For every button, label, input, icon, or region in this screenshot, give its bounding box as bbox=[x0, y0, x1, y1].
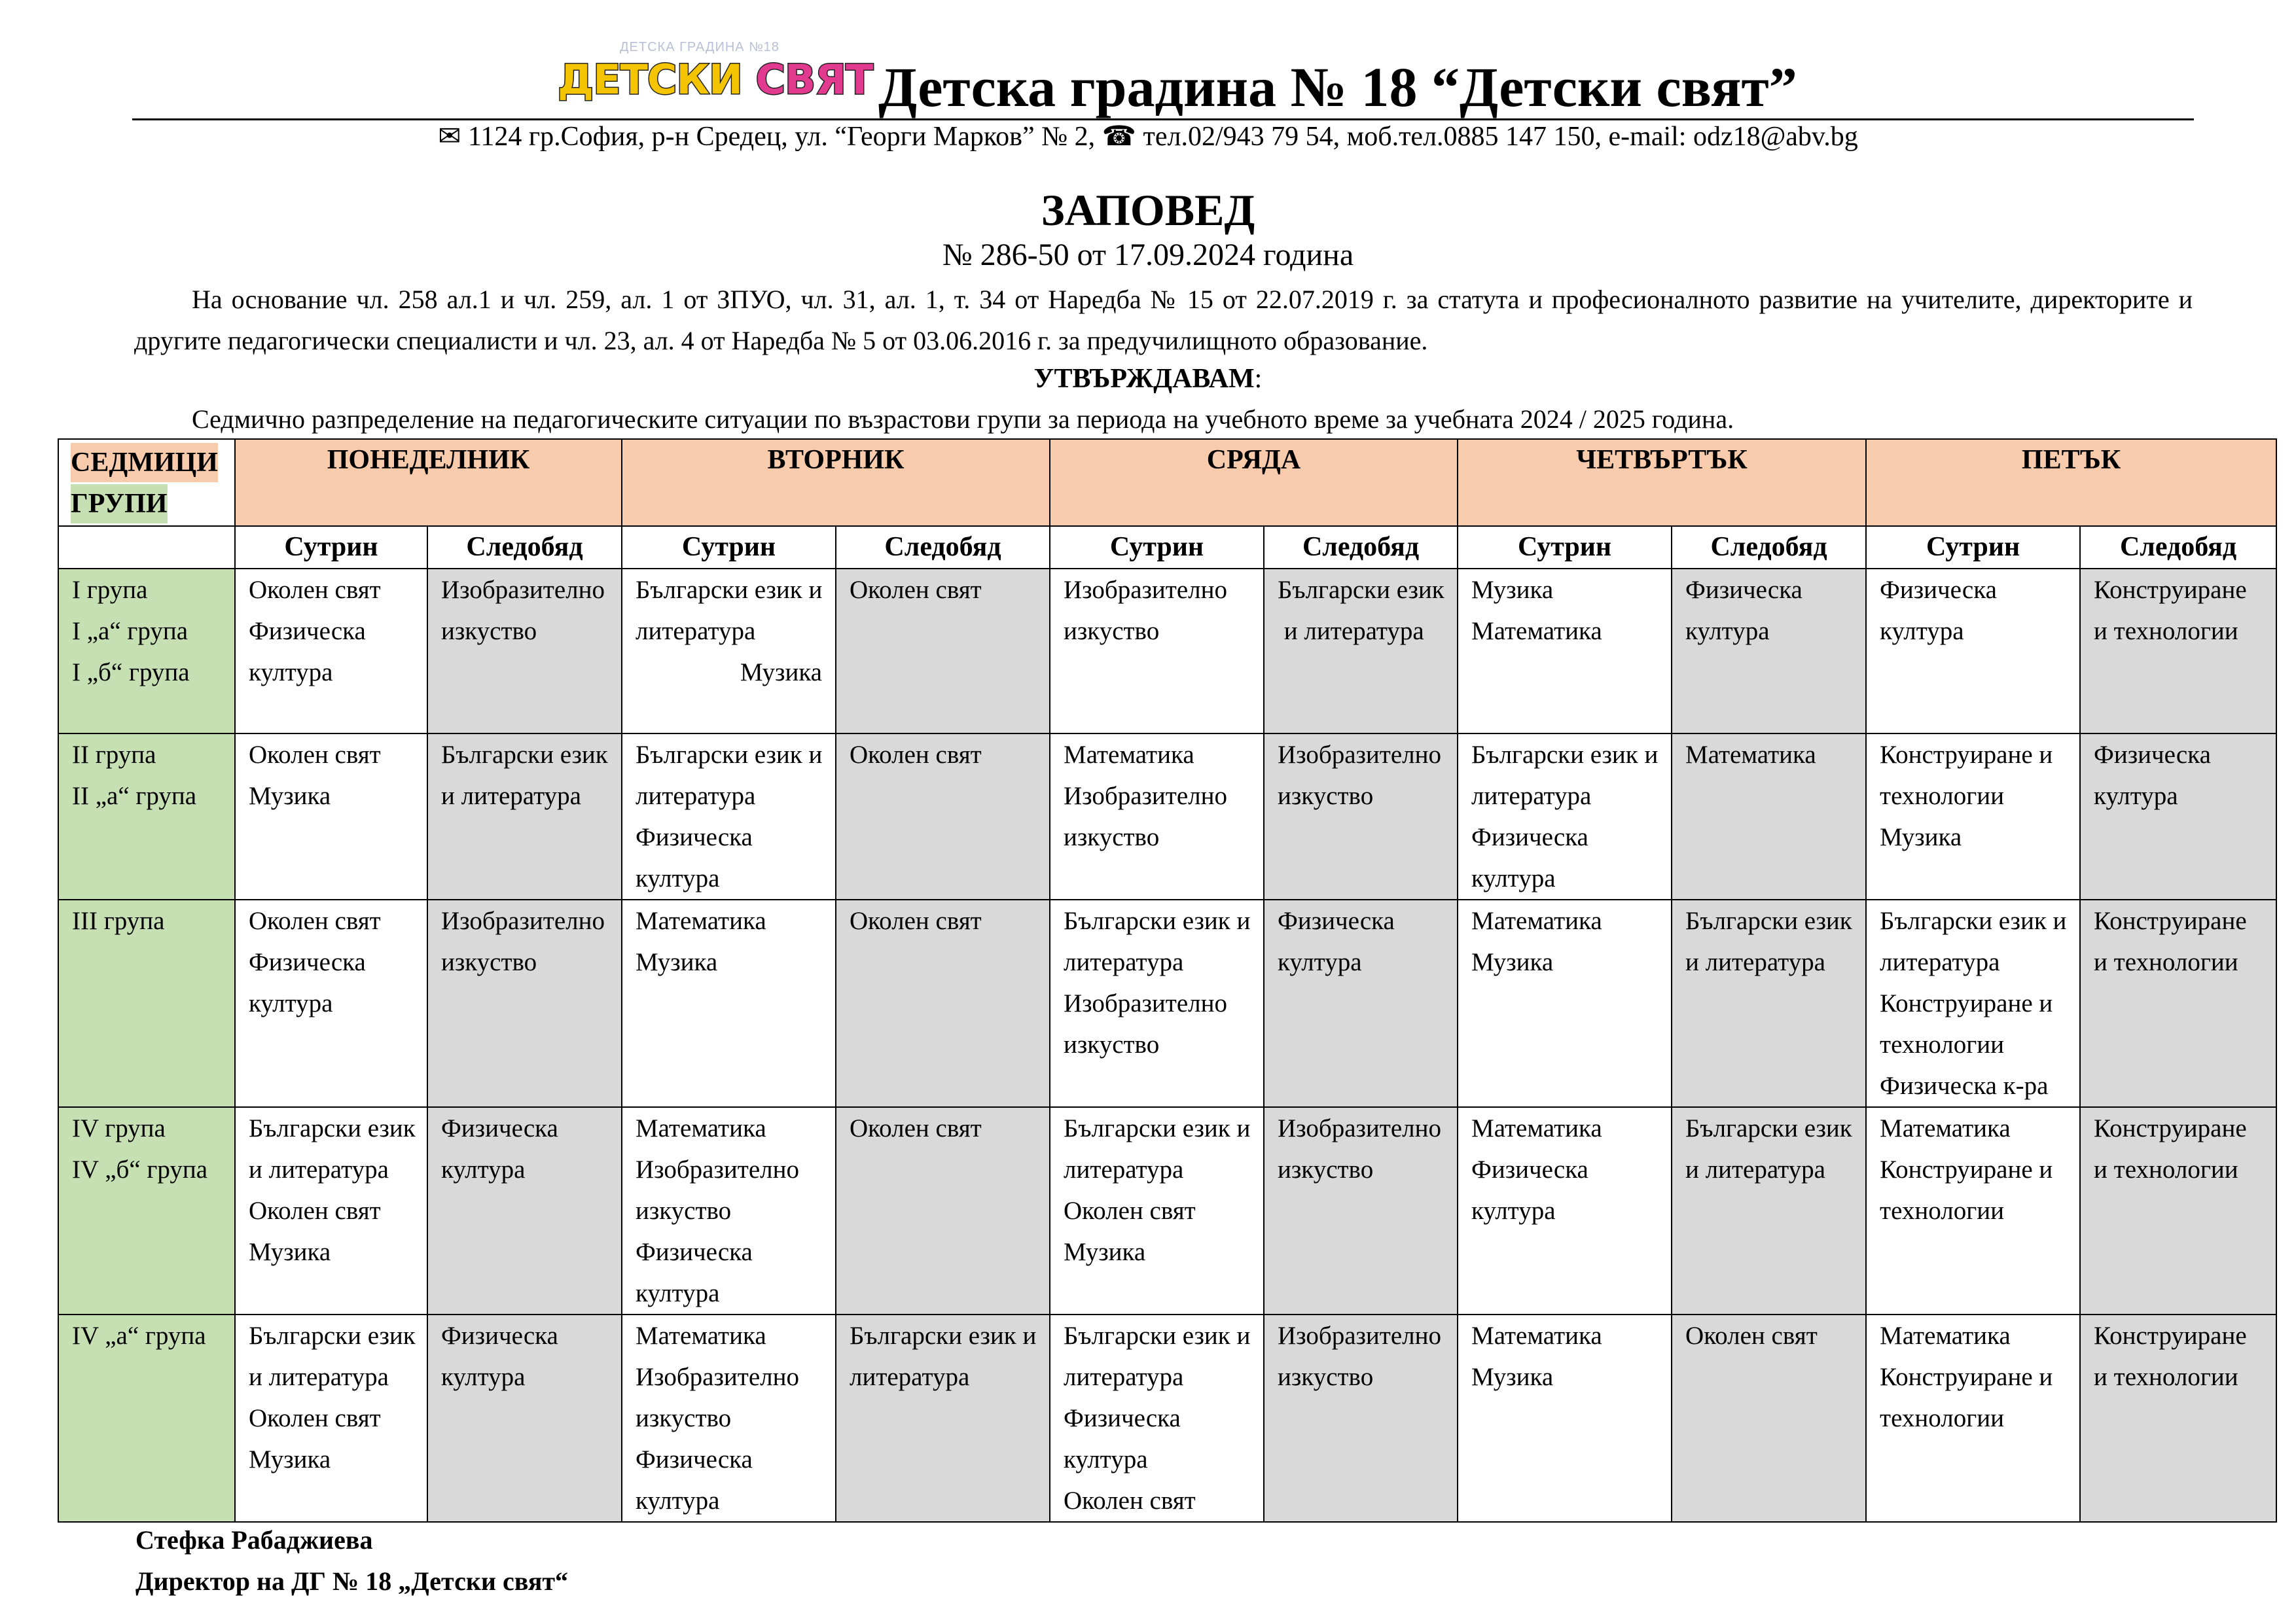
activity: Околен свят bbox=[249, 576, 381, 604]
activity: Музика bbox=[1880, 823, 1962, 851]
activity-cell bbox=[235, 733, 427, 900]
group-label: I „б“ група bbox=[72, 658, 190, 686]
activity-cell bbox=[622, 1107, 836, 1315]
activity-cell bbox=[1672, 1107, 1866, 1315]
activity-cell bbox=[622, 733, 836, 900]
activity: Музика bbox=[1064, 1238, 1146, 1266]
activity: Български език и bbox=[850, 1322, 1037, 1350]
activity: Музика bbox=[249, 1238, 331, 1266]
period-header: Сутрин bbox=[1458, 526, 1672, 569]
activity: изкуство bbox=[1278, 782, 1374, 810]
activity: Изобразително bbox=[1278, 1322, 1441, 1350]
activity: Математика bbox=[1471, 907, 1602, 935]
activity: Музика bbox=[1471, 948, 1554, 976]
activity: Изобразително bbox=[441, 907, 605, 935]
activity-cell bbox=[836, 900, 1050, 1107]
director-name: Стефка Рабаджиева bbox=[135, 1525, 373, 1555]
activity: изкуство bbox=[1278, 1156, 1374, 1184]
activity-cell bbox=[1866, 733, 2080, 900]
activity-cell bbox=[622, 1315, 836, 1522]
activity: Изобразително bbox=[441, 576, 605, 604]
activity: литература bbox=[1064, 1156, 1184, 1184]
activity-cell bbox=[1458, 900, 1672, 1107]
activity: Физическа bbox=[636, 1445, 753, 1474]
day-header: СРЯДА bbox=[1050, 439, 1458, 526]
activity-cell bbox=[427, 569, 622, 733]
activity-cell bbox=[235, 1315, 427, 1522]
approve-colon: : bbox=[1254, 364, 1263, 394]
activity: Физическа bbox=[2094, 741, 2211, 769]
activity: изкуство bbox=[1278, 1363, 1374, 1391]
activity: Български език и bbox=[636, 741, 823, 769]
activity: и литература bbox=[249, 1156, 389, 1184]
activity: Околен свят bbox=[850, 907, 982, 935]
logo-wordmark bbox=[558, 56, 872, 103]
activity: Физическа bbox=[1685, 576, 1803, 604]
activity: литература bbox=[1880, 948, 2000, 976]
activity: култура bbox=[636, 1487, 720, 1515]
period-header: Следобяд bbox=[427, 526, 622, 569]
activity: литература bbox=[636, 617, 756, 645]
activity: Математика bbox=[636, 1114, 766, 1142]
corner-weeks: СЕДМИЦИ bbox=[71, 443, 218, 482]
activity: изкуство bbox=[1064, 617, 1160, 645]
activity-cell bbox=[1264, 1315, 1458, 1522]
corner-cell bbox=[58, 439, 235, 526]
activity: култура bbox=[441, 1156, 526, 1184]
group-label: I „а“ група bbox=[72, 617, 188, 645]
activity: и технологии bbox=[2094, 1156, 2238, 1184]
order-preamble: На основание чл. 258 ал.1 и чл. 259, ал. 1 от ЗПУО, чл. 31, ал. 1, т. 34 от Наредба № 15 от 22.07.2019 г. за статута и професионалното развитие на учителите, директорите и другите педагогически специалисти и чл. 23, ал. 4 от Наредба № 5 от 03.06.2016 г. за предучилищното образование. bbox=[134, 285, 2193, 355]
activity: Околен свят bbox=[850, 741, 982, 769]
activity: Изобразително bbox=[1278, 741, 1441, 769]
activity: Околен свят bbox=[850, 1114, 982, 1142]
group-label: III група bbox=[72, 907, 165, 935]
activity-cell bbox=[1264, 900, 1458, 1107]
weekly-schedule-table bbox=[58, 438, 2277, 1523]
activity: технологии bbox=[1880, 1197, 2004, 1225]
activity: и технологии bbox=[2094, 948, 2238, 976]
activity: Изобразително bbox=[636, 1363, 799, 1391]
activity-cell bbox=[1264, 1107, 1458, 1315]
activity: Физическа bbox=[441, 1114, 558, 1142]
activity-cell bbox=[1672, 1315, 1866, 1522]
activity: култура bbox=[1471, 1197, 1556, 1225]
letterhead bbox=[132, 36, 2194, 121]
activity-cell bbox=[836, 569, 1050, 733]
activity-cell bbox=[235, 1107, 427, 1315]
activity: Български език bbox=[249, 1114, 416, 1142]
group-label: II група bbox=[72, 741, 156, 769]
table-row bbox=[58, 733, 2276, 900]
activity: Български език bbox=[1685, 1114, 1852, 1142]
activity: Български език bbox=[1278, 576, 1444, 604]
activity-cell bbox=[235, 900, 427, 1107]
activity: Конструиране и bbox=[1880, 741, 2053, 769]
activity: култура bbox=[249, 989, 333, 1017]
activity: Български език и bbox=[1064, 907, 1251, 935]
activity-cell bbox=[836, 1107, 1050, 1315]
activity-cell bbox=[1458, 733, 1672, 900]
order-number: № 286-50 от 17.09.2024 година bbox=[942, 238, 1354, 272]
director-position: Директор на ДГ № 18 „Детски свят“ bbox=[135, 1566, 569, 1596]
activity: Физическа bbox=[1471, 823, 1588, 851]
activity: и литература bbox=[1278, 617, 1424, 645]
activity-cell bbox=[1866, 1107, 2080, 1315]
activity: култура bbox=[1880, 617, 1964, 645]
activity: и литература bbox=[1685, 948, 1825, 976]
group-label: IV „б“ група bbox=[72, 1156, 208, 1184]
header-row-periods bbox=[58, 526, 2276, 569]
activity: и технологии bbox=[2094, 617, 2238, 645]
empty-header-cell bbox=[58, 526, 235, 569]
activity: Български език и bbox=[1880, 907, 2067, 935]
day-header: ПОНЕДЕЛНИК bbox=[235, 439, 622, 526]
activity: изкуство bbox=[441, 948, 537, 976]
activity-cell bbox=[1866, 569, 2080, 733]
activity: литература bbox=[636, 782, 756, 810]
table-row bbox=[58, 569, 2276, 733]
activity: Математика bbox=[1880, 1114, 2011, 1142]
period-header: Следобяд bbox=[1672, 526, 1866, 569]
group-cell bbox=[58, 900, 235, 1107]
day-header: ПЕТЪК bbox=[1866, 439, 2276, 526]
table-row bbox=[58, 900, 2276, 1107]
activity: изкуство bbox=[1064, 1031, 1160, 1059]
activity: Изобразително bbox=[1064, 989, 1227, 1017]
activity-cell bbox=[427, 733, 622, 900]
activity: и литература bbox=[249, 1363, 389, 1391]
activity: Математика bbox=[636, 907, 766, 935]
activity: Конструиране bbox=[2094, 1322, 2247, 1350]
activity: Български език bbox=[1685, 907, 1852, 935]
activity: Физическа bbox=[1064, 1404, 1181, 1432]
activity: Околен свят bbox=[850, 576, 982, 604]
activity: Български език bbox=[249, 1322, 416, 1350]
group-cell bbox=[58, 1315, 235, 1522]
activity: технологии bbox=[1880, 1031, 2004, 1059]
activity-cell bbox=[622, 569, 836, 733]
activity: Околен свят bbox=[1685, 1322, 1818, 1350]
activity-cell bbox=[1264, 733, 1458, 900]
activity: Конструиране и bbox=[1880, 1156, 2053, 1184]
activity: култура bbox=[1278, 948, 1362, 976]
activity: Изобразително bbox=[1064, 576, 1227, 604]
group-label: IV група bbox=[72, 1114, 166, 1142]
activity: Математика bbox=[1471, 1114, 1602, 1142]
activity: култура bbox=[1471, 864, 1556, 892]
activity: Изобразително bbox=[636, 1156, 799, 1184]
activity: изкуство bbox=[441, 617, 537, 645]
approve-line bbox=[0, 363, 2296, 395]
activity: Околен свят bbox=[249, 1197, 381, 1225]
activity: изкуство bbox=[636, 1404, 732, 1432]
table-row bbox=[58, 1315, 2276, 1522]
activity: култура bbox=[1064, 1445, 1148, 1474]
activity-cell bbox=[1672, 733, 1866, 900]
activity-cell bbox=[1050, 733, 1264, 900]
activity: Конструиране bbox=[2094, 907, 2247, 935]
signature-block bbox=[135, 1519, 568, 1602]
activity: Изобразително bbox=[1064, 782, 1227, 810]
activity-cell bbox=[1866, 900, 2080, 1107]
activity: Конструиране bbox=[2094, 576, 2247, 604]
activity-cell bbox=[1050, 569, 1264, 733]
activity: Физическа к-ра bbox=[1880, 1072, 2049, 1100]
group-label: II „а“ група bbox=[72, 782, 197, 810]
corner-groups: ГРУПИ bbox=[71, 484, 168, 523]
activity-cell bbox=[1458, 569, 1672, 733]
activity: Физическа bbox=[249, 617, 366, 645]
activity-cell bbox=[427, 900, 622, 1107]
day-header: ЧЕТВЪРТЪК bbox=[1458, 439, 1866, 526]
activity-cell bbox=[235, 569, 427, 733]
period-header: Сутрин bbox=[1866, 526, 2080, 569]
activity-cell bbox=[2080, 733, 2276, 900]
activity: и литература bbox=[1685, 1156, 1825, 1184]
activity: култура bbox=[636, 864, 720, 892]
activity: Физическа bbox=[1880, 576, 1997, 604]
approve-word: УТВЪРЖДАВАМ bbox=[1033, 364, 1255, 394]
kindergarten-logo bbox=[558, 36, 873, 115]
activity: литература bbox=[1064, 948, 1184, 976]
activity: Български език и bbox=[636, 576, 823, 604]
activity: изкуство bbox=[1064, 823, 1160, 851]
activity-cell bbox=[2080, 900, 2276, 1107]
activity: и литература bbox=[441, 782, 581, 810]
group-cell bbox=[58, 733, 235, 900]
activity: Музика bbox=[249, 1445, 331, 1474]
activity-cell bbox=[427, 1315, 622, 1522]
activity-cell bbox=[836, 1315, 1050, 1522]
activity: Математика bbox=[1471, 1322, 1602, 1350]
activity: култура bbox=[249, 658, 333, 686]
period-header: Сутрин bbox=[622, 526, 836, 569]
activity: Околен свят bbox=[249, 1404, 381, 1432]
group-label: I група bbox=[72, 576, 148, 604]
activity: култура bbox=[441, 1363, 526, 1391]
period-header: Следобяд bbox=[2080, 526, 2276, 569]
activity-cell bbox=[1458, 1107, 1672, 1315]
activity: култура bbox=[2094, 782, 2178, 810]
activity: Околен свят bbox=[1064, 1197, 1196, 1225]
activity-cell bbox=[1050, 1107, 1264, 1315]
activity: Околен свят bbox=[249, 741, 381, 769]
activity: Физическа bbox=[441, 1322, 558, 1350]
order-title: ЗАПОВЕД bbox=[1041, 185, 1255, 235]
period-header: Сутрин bbox=[235, 526, 427, 569]
activity: Физическа bbox=[636, 823, 753, 851]
kindergarten-title: Детска градина № 18 “Детски свят” bbox=[878, 56, 1797, 118]
activity: Физическа bbox=[249, 948, 366, 976]
activity: Български език и bbox=[1471, 741, 1659, 769]
activity: Български език и bbox=[1064, 1322, 1251, 1350]
activity: Околен свят bbox=[249, 907, 381, 935]
activity-cell bbox=[2080, 1315, 2276, 1522]
activity-cell bbox=[836, 733, 1050, 900]
activity: и технологии bbox=[2094, 1363, 2238, 1391]
activity: Български език bbox=[441, 741, 608, 769]
activity: Физическа bbox=[1278, 907, 1395, 935]
activity: Математика bbox=[1685, 741, 1816, 769]
activity: Конструиране и bbox=[1880, 989, 2053, 1017]
table-row bbox=[58, 1107, 2276, 1315]
activity: Околен свят bbox=[1064, 1487, 1196, 1515]
activity: Физическа bbox=[636, 1238, 753, 1266]
activity: Конструиране bbox=[2094, 1114, 2247, 1142]
activity-cell bbox=[1050, 1315, 1264, 1522]
group-cell bbox=[58, 569, 235, 733]
activity: Математика bbox=[636, 1322, 766, 1350]
period-header: Следобяд bbox=[836, 526, 1050, 569]
activity: Математика bbox=[1471, 617, 1602, 645]
activity: култура bbox=[1685, 617, 1770, 645]
activity-cell bbox=[1458, 1315, 1672, 1522]
contact-line: ✉ 1124 гр.София, р-н Средец, ул. “Георги Марков” № 2, ☎ тел.02/943 79 54, моб.тел.0885 147 150, e-mail: odz18@abv.bg bbox=[438, 122, 1858, 152]
activity: Математика bbox=[1064, 741, 1194, 769]
activity-cell bbox=[1672, 569, 1866, 733]
activity: култура bbox=[636, 1279, 720, 1307]
activity: литература bbox=[1471, 782, 1592, 810]
activity: Математика bbox=[1880, 1322, 2011, 1350]
logo-word-1: ДЕТСКИ bbox=[558, 56, 742, 103]
activity: Музика bbox=[1471, 576, 1554, 604]
activity: изкуство bbox=[636, 1197, 732, 1225]
activity: Музика bbox=[1471, 1363, 1554, 1391]
schedule-description: Седмично разпределение на педагогическите ситуации по възрастови групи за периода на учебното време за учебната 2024 / 2025 година. bbox=[192, 404, 1734, 434]
activity-cell bbox=[2080, 569, 2276, 733]
activity-cell bbox=[622, 900, 836, 1107]
activity: Физическа bbox=[1471, 1156, 1588, 1184]
activity-cell bbox=[2080, 1107, 2276, 1315]
activity: технологии bbox=[1880, 782, 2004, 810]
day-header: ВТОРНИК bbox=[622, 439, 1050, 526]
activity: литература bbox=[850, 1363, 970, 1391]
period-header: Сутрин bbox=[1050, 526, 1264, 569]
activity-cell bbox=[1866, 1315, 2080, 1522]
activity: Музика bbox=[636, 948, 718, 976]
activity: Музика bbox=[740, 658, 822, 686]
logo-word-2: СВЯТ bbox=[755, 56, 873, 103]
period-header: Следобяд bbox=[1264, 526, 1458, 569]
header-row-days bbox=[58, 439, 2276, 526]
activity: технологии bbox=[1880, 1404, 2004, 1432]
group-cell bbox=[58, 1107, 235, 1315]
activity: Български език и bbox=[1064, 1114, 1251, 1142]
activity-cell bbox=[427, 1107, 622, 1315]
activity-cell bbox=[1050, 900, 1264, 1107]
group-label: IV „а“ група bbox=[72, 1322, 206, 1350]
logo-caption: ДЕТСКА ГРАДИНА №18 bbox=[620, 40, 780, 54]
activity-cell bbox=[1672, 900, 1866, 1107]
activity: Конструиране и bbox=[1880, 1363, 2053, 1391]
activity: Изобразително bbox=[1278, 1114, 1441, 1142]
activity-cell bbox=[1264, 569, 1458, 733]
activity: литература bbox=[1064, 1363, 1184, 1391]
activity: Музика bbox=[249, 782, 331, 810]
